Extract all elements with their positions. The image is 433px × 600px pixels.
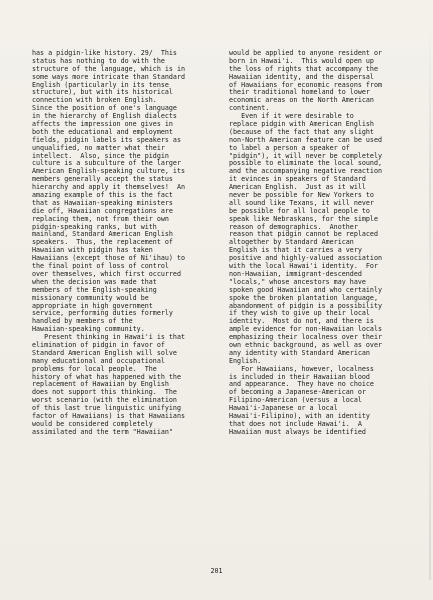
right-column-line: speak like Nebraskans, for the simple [229,214,378,223]
right-column-line: all sound like Texans, it will never [229,198,374,207]
left-text-column [32,50,228,437]
right-column-line: identity. Most do not, and there is [229,317,374,326]
right-column-line: to label a person a speaker of [229,143,350,152]
left-column-line: when the decision was made that [32,277,157,286]
right-column-line: ample evidence for non-Hawaiian locals [229,325,382,334]
left-column-line: affects the impression one gives in [32,120,173,129]
right-column-line: continent. [229,104,270,113]
right-column-line: spoke the broken plantation language, [229,293,378,302]
right-column-line: and the accompanying negative reaction [229,167,382,176]
left-column-line: culture is a subculture of the larger [32,159,181,168]
left-column-line: factor of Hawaiians) is that Hawaiians [32,411,185,420]
left-column-line: members of the English-speaking [32,285,157,294]
right-column-line: Hawaiian identity, and the dispersal [229,72,374,81]
page-number: 201 [210,567,223,575]
left-column-line: over themselves, which first occurred [32,269,181,278]
right-column-line: American English. Just as it will [229,183,366,192]
right-column-line: with the local Hawai'i identity. For [229,262,378,271]
left-column-line: English (particularly in its tense [32,80,169,89]
right-text-column [229,50,419,437]
left-column-line: worst scenario (with the elimination [32,396,177,405]
left-column-line: pidgin-speaking ranks, but with [32,222,157,231]
right-column-line: economic areas on the North American [229,96,374,105]
left-column-line: Since the position of one's language [32,104,177,113]
right-column-line: (because of the fact that any slight [229,127,374,136]
left-column-line: problems for local people. The [32,364,157,373]
left-column-line: replacing them, not from their own [32,214,169,223]
left-column-line: history of what has happened with the [32,372,181,381]
right-column-line: of becoming a Japanese-American or [229,388,366,397]
left-column-line: Standard American English will solve [32,348,177,357]
right-column-line: Hawai'i-Filipino), with an identity [229,411,370,420]
left-column-line: die off, Hawaiian congregations are [32,206,173,215]
left-column-line: amazing example of this is the fact [32,191,173,200]
right-column-line: of Hawaiians for economic reasons from [229,80,382,89]
right-column-line: non-North American feature can be used [229,135,382,144]
right-column-line: is included in their Hawaiian blood [229,372,370,381]
right-column-line: positive and highly-valued association [229,254,382,263]
right-column-line: never be possible for New Yorkers to [229,191,374,200]
left-column-line: appropriate in high government [32,301,153,310]
left-column-line: members generally accept the status [32,175,173,184]
left-column-line: fields, pidgin labels its speakers as [32,135,181,144]
left-column-line: replacement of Hawaiian by English [32,380,169,389]
right-column-line: reason of demographics. Another [229,222,358,231]
left-column-line: status has nothing to do with the [32,56,165,65]
right-column-line: possible to eliminate the local sound, [229,159,382,168]
left-column-line: elimination of pidgin in favor of [32,340,165,349]
right-column-line: spoken good Hawaiian and who certainly [229,285,382,294]
right-column-line: and appearance. They have no choice [229,380,374,389]
right-column-line: be possible for all local people to [229,206,370,215]
left-column-line: does not support this thinking. The [32,388,177,397]
left-column-line: structure), but with its historical [32,88,173,97]
right-column-line: non-Hawaiian, immigrant-descended [229,269,362,278]
left-column-line: many educational and occupational [32,356,165,365]
right-column-line: replace pidgin with American English [229,120,374,129]
left-column-line: Hawaiian-speaking community. [32,325,145,334]
right-column-line: any identity with Standard American [229,348,370,357]
right-column-line: Hawai'i-Japanese or a local [229,404,338,413]
left-column-line: assimilated and the term "Hawaiian" [32,427,173,436]
left-column-line: Present thinking in Hawai'i is that [32,333,185,342]
right-column-line: it evinces in speakers of Standard [229,175,366,184]
right-column-line: Even if it were desirable to [229,112,354,121]
right-column-line: emphasizing their localness over their [229,333,382,342]
left-column-line: Hawaiians (except those of Ni'ihau) to [32,254,185,263]
left-column-line: has a pidgin-like history. 29/ This [32,49,177,57]
left-column-line: the final point of loss of control [32,262,169,271]
left-column-line: connection with broken English. [32,96,157,105]
right-column-line: born in Hawai'i. This would open up [229,56,374,65]
left-column-line: would be considered completely [32,419,153,428]
left-column-line: structure of the language, which is in [32,64,185,73]
left-column-line: hierarchy and apply it themselves! An [32,183,185,192]
right-column-line: "pidgin"), it will never be completely [229,151,382,160]
left-column-line: American English-speaking culture, its [32,167,185,176]
left-column-line: service, performing duties formerly [32,309,173,318]
left-column-line: in the hierarchy of English dialects [32,112,177,121]
right-column-line: English. [229,356,262,365]
right-column-line: would be applied to anyone resident or [229,49,382,57]
right-column-line: English is that it carries a very [229,246,362,255]
left-column-line: of this last true linguistic unifying [32,404,181,413]
left-column-line: speakers. Thus, the replacement of [32,238,173,247]
right-column-line: abandonment of pidgin is a possibility [229,301,382,310]
right-column-line: For Hawaiians, however, localness [229,364,374,373]
right-column-line: their traditional homeland to lower [229,88,370,97]
right-column-line: Filipino-American (versus a local [229,396,362,405]
left-column-line: intellect. Also, since the pidgin [32,151,169,160]
left-column-line: both the educational and employment [32,127,173,136]
right-column-line: own ethnic background, as well as over [229,340,382,349]
left-column-line: mainland, Standard American English [32,230,173,239]
right-column-line: "locals," whose ancestors may have [229,277,366,286]
left-column-line: some ways more intricate than Standard [32,72,185,81]
right-column-line: Hawaiian must always be identified [229,427,366,436]
left-column-line: missionary community would be [32,293,149,302]
left-column-line: Hawaiian with pidgin has taken [32,246,153,255]
right-column-line: if they wish to give up their local [229,309,370,318]
right-column-line: altogether by Standard American [229,238,354,247]
left-column-line: unqualified, no matter what their [32,143,165,152]
left-column-line: that as Hawaiian-speaking ministers [32,198,173,207]
right-column-line: the loss of rights that accompany the [229,64,378,73]
right-column-line: reason that pidgin cannot be replaced [229,230,378,239]
left-column-line: handled by members of the [32,317,133,326]
right-column-line: that does not include Hawai'i. A [229,419,362,428]
